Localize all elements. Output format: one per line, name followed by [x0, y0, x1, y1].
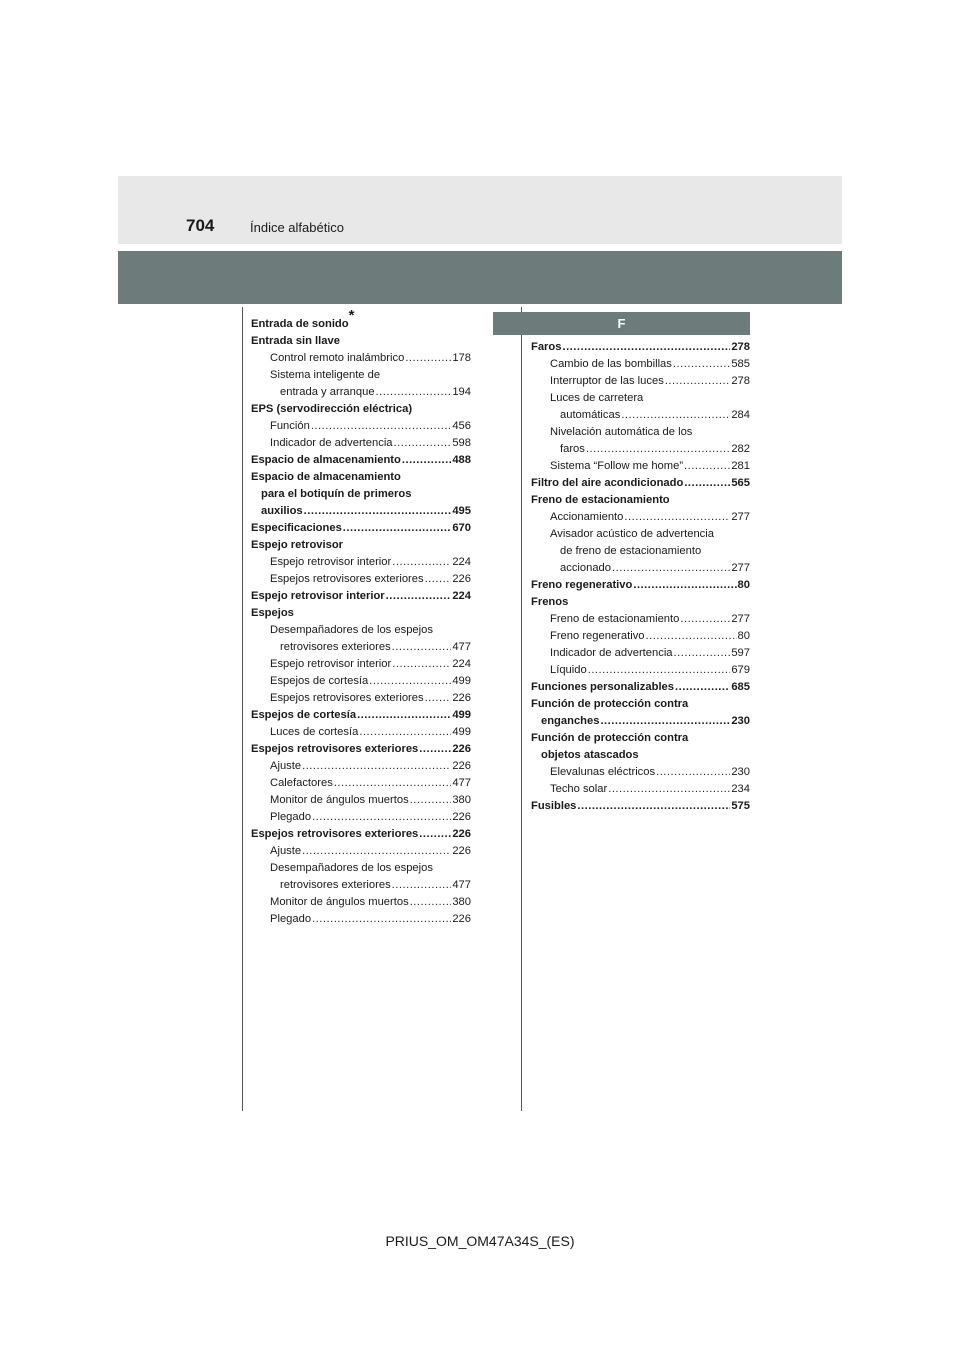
index-entry — [531, 458, 750, 475]
entry-page: 277 — [731, 511, 750, 523]
entry-label: Espejos — [251, 607, 294, 619]
entry-label: para el botiquín de primeros — [261, 488, 412, 500]
entry-label: Espejo retrovisor interior — [270, 658, 392, 670]
entry-page: 226 — [452, 692, 471, 704]
index-entry — [531, 628, 750, 645]
entry-label: Avisador acústico de advertencia — [550, 528, 714, 540]
dot-leader — [410, 792, 452, 809]
entry-label: Espejos retrovisores exteriores — [251, 743, 419, 755]
index-entry — [531, 662, 750, 679]
entry-page: 277 — [731, 562, 750, 574]
dot-leader — [675, 679, 730, 696]
entry-page: 226 — [452, 743, 471, 755]
entry-label: Función — [270, 420, 310, 432]
dot-leader — [343, 520, 452, 537]
entry-label: Espejo retrovisor interior — [251, 590, 385, 602]
entry-page: 226 — [452, 573, 471, 585]
index-entry — [531, 730, 750, 747]
index-entry — [251, 588, 471, 605]
index-column-left — [251, 307, 471, 928]
index-entry — [531, 509, 750, 526]
entry-label: Accionamiento — [550, 511, 624, 523]
entry-page: 585 — [731, 358, 750, 370]
letter-heading: F — [493, 312, 750, 335]
entry-page: 224 — [452, 590, 471, 602]
entry-label: Nivelación automática de los — [550, 426, 693, 438]
dot-leader — [302, 758, 451, 775]
index-entry — [251, 826, 471, 843]
entry-label: Sistema inteligente de — [270, 369, 381, 381]
index-entry — [531, 679, 750, 696]
entry-label: Desempañadores de los espejos — [270, 862, 433, 874]
index-entry — [251, 707, 471, 724]
index-entry — [251, 418, 471, 435]
index-entry — [531, 594, 750, 611]
index-entry — [251, 350, 471, 367]
index-entry — [531, 441, 750, 458]
entry-page: 565 — [731, 477, 750, 489]
dot-leader — [577, 798, 730, 815]
index-entry — [251, 367, 471, 384]
index-entry — [251, 554, 471, 571]
entry-label: Desempañadores de los espejos — [270, 624, 433, 636]
index-entry — [531, 543, 750, 560]
entry-label: Faros — [531, 341, 562, 353]
index-entry — [251, 503, 471, 520]
dot-leader — [425, 571, 452, 588]
entry-label: Control remoto inalámbrico — [270, 352, 405, 364]
dot-leader — [410, 894, 452, 911]
dot-leader — [419, 741, 451, 758]
entry-page: 80 — [737, 579, 750, 591]
entry-label: Freno regenerativo — [531, 579, 633, 591]
entry-label: Frenos — [531, 596, 569, 608]
entry-label: Plegado — [270, 913, 312, 925]
entry-label: EPS (servodirección eléctrica) — [251, 403, 413, 415]
dot-leader — [656, 764, 730, 781]
dot-leader — [621, 407, 730, 424]
entry-label: Espejo retrovisor interior — [270, 556, 392, 568]
entry-label: retrovisores exteriores — [280, 641, 391, 653]
index-entry — [251, 333, 471, 350]
dot-leader — [392, 554, 451, 571]
entry-label: Interruptor de las luces — [550, 375, 664, 387]
entry-page: 224 — [452, 556, 471, 568]
index-entry — [251, 384, 471, 401]
index-entry — [251, 724, 471, 741]
entry-label: Filtro del aire acondicionado — [531, 477, 684, 489]
dot-leader — [588, 662, 731, 679]
entry-label: Especificaciones — [251, 522, 342, 534]
entry-page: 477 — [452, 777, 471, 789]
index-entry — [531, 560, 750, 577]
entry-label: Indicador de advertencia — [550, 647, 673, 659]
entry-page: 499 — [452, 675, 471, 687]
dot-leader — [386, 588, 452, 605]
dot-leader — [402, 452, 451, 469]
dot-leader — [302, 843, 451, 860]
entry-label: Sistema “Follow me home” — [550, 460, 684, 472]
header-band-light — [118, 176, 842, 244]
entry-label: Freno de estacionamiento — [531, 494, 670, 506]
dot-leader — [586, 441, 730, 458]
dot-leader — [633, 577, 736, 594]
dot-leader — [392, 877, 452, 894]
dot-leader — [665, 373, 731, 390]
dot-leader — [673, 356, 730, 373]
entry-label: Espejos retrovisores exteriores — [270, 573, 424, 585]
entry-page: 226 — [452, 760, 471, 772]
index-entry — [531, 696, 750, 713]
entry-page: 598 — [452, 437, 471, 449]
index-entry — [251, 843, 471, 860]
index-entry — [251, 656, 471, 673]
dot-leader — [359, 724, 451, 741]
index-entry — [531, 356, 750, 373]
dot-leader — [684, 475, 730, 492]
entry-label: Freno regenerativo — [550, 630, 645, 642]
entry-label: accionado — [560, 562, 612, 574]
index-entry — [251, 622, 471, 639]
entry-label: Ajuste — [270, 760, 302, 772]
entry-page: 685 — [731, 681, 750, 693]
entry-page: 477 — [452, 879, 471, 891]
footnote-star: * — [348, 307, 355, 325]
index-entry — [251, 537, 471, 554]
entry-page: 224 — [452, 658, 471, 670]
entry-page: 488 — [452, 454, 471, 466]
entry-page: 226 — [452, 828, 471, 840]
entry-page: 230 — [731, 715, 750, 727]
index-entry — [251, 877, 471, 894]
entry-label: de freno de estacionamiento — [560, 545, 702, 557]
entry-label: Espejos de cortesía — [270, 675, 369, 687]
dot-leader — [600, 713, 730, 730]
index-entry — [251, 401, 471, 418]
entry-label: Cambio de las bombillas — [550, 358, 672, 370]
index-entry — [251, 469, 471, 486]
entry-label: Monitor de ángulos muertos — [270, 896, 409, 908]
entry-page: 380 — [452, 794, 471, 806]
index-entry — [531, 781, 750, 798]
entry-page: 226 — [452, 811, 471, 823]
dot-leader — [312, 911, 451, 928]
dot-leader — [608, 781, 730, 798]
entry-page: 226 — [452, 845, 471, 857]
index-entry — [531, 407, 750, 424]
entry-label: Espejos de cortesía — [251, 709, 357, 721]
entry-label: enganches — [541, 715, 600, 727]
entry-page: 281 — [731, 460, 750, 472]
page-number: 704 — [186, 216, 215, 235]
entry-page: 278 — [731, 341, 750, 353]
index-entry — [251, 758, 471, 775]
index-entry — [531, 526, 750, 543]
dot-leader — [311, 418, 452, 435]
dot-leader — [312, 809, 451, 826]
entry-label: automáticas — [560, 409, 621, 421]
entry-page: 679 — [731, 664, 750, 676]
entry-page: 226 — [452, 913, 471, 925]
entry-label: Espacio de almacenamiento — [251, 471, 401, 483]
dot-leader — [304, 503, 452, 520]
dot-leader — [684, 458, 730, 475]
entry-label: Calefactores — [270, 777, 333, 789]
entry-label: Espejo retrovisor — [251, 539, 344, 551]
entry-page: 495 — [452, 505, 471, 517]
index-entry — [531, 492, 750, 509]
entry-label: Monitor de ángulos muertos — [270, 794, 409, 806]
entry-label: objetos atascados — [541, 749, 639, 761]
entry-label: Indicador de advertencia — [270, 437, 393, 449]
dot-leader — [392, 656, 451, 673]
index-entry — [531, 339, 750, 356]
entry-label: faros — [560, 443, 585, 455]
index-entry — [251, 894, 471, 911]
entry-label: Líquido — [550, 664, 587, 676]
entry-page: 80 — [737, 630, 750, 642]
entry-label: Freno de estacionamiento — [550, 613, 680, 625]
entry-label: Función de protección contra — [531, 698, 689, 710]
entry-page: 277 — [731, 613, 750, 625]
index-entry — [251, 520, 471, 537]
entry-label: Elevalunas eléctricos — [550, 766, 656, 778]
index-entry — [531, 475, 750, 492]
entry-page: 194 — [452, 386, 471, 398]
dot-leader — [419, 826, 451, 843]
index-entry — [531, 645, 750, 662]
index-entry — [251, 741, 471, 758]
index-entry — [531, 611, 750, 628]
entry-page: 499 — [452, 726, 471, 738]
entry-label: Entrada sin llave — [251, 335, 340, 347]
document-footer: PRIUS_OM_OM47A34S_(ES) — [385, 1233, 575, 1249]
dot-leader — [369, 673, 451, 690]
entry-label: entrada y arranque — [280, 386, 375, 398]
index-entry — [251, 860, 471, 877]
dot-leader — [674, 645, 731, 662]
index-column-right — [531, 339, 750, 815]
entry-page: 380 — [452, 896, 471, 908]
entry-page: 670 — [452, 522, 471, 534]
entry-page: 499 — [452, 709, 471, 721]
entry-label: Funciones personalizables — [531, 681, 674, 693]
dot-leader — [680, 611, 730, 628]
entry-label: Plegado — [270, 811, 312, 823]
dot-leader — [357, 707, 451, 724]
index-entry — [251, 911, 471, 928]
index-entry — [251, 435, 471, 452]
index-entry — [251, 452, 471, 469]
index-entry — [251, 486, 471, 503]
index-entry — [251, 809, 471, 826]
dot-leader — [392, 639, 452, 656]
index-entry — [531, 764, 750, 781]
entry-label: Ajuste — [270, 845, 302, 857]
entry-page: 575 — [731, 800, 750, 812]
dot-leader — [376, 384, 452, 401]
column-rule-right — [521, 307, 522, 1111]
section-title: Índice alfabético — [250, 220, 344, 235]
entry-label: Fusibles — [531, 800, 577, 812]
index-entry — [531, 424, 750, 441]
dot-leader — [624, 509, 730, 526]
entry-label: Luces de cortesía — [270, 726, 359, 738]
index-entry — [251, 639, 471, 656]
index-entry — [531, 713, 750, 730]
index-entry — [251, 571, 471, 588]
entry-page: 282 — [731, 443, 750, 455]
index-entry — [251, 307, 471, 333]
index-entry — [251, 690, 471, 707]
index-entry — [531, 390, 750, 407]
entry-label: Espejos retrovisores exteriores — [251, 828, 419, 840]
entry-page: 230 — [731, 766, 750, 778]
entry-label: Espacio de almacenamiento — [251, 454, 401, 466]
entry-label: Luces de carretera — [550, 392, 644, 404]
index-entry — [251, 775, 471, 792]
header-band-dark — [118, 251, 842, 304]
entry-label: auxilios — [261, 505, 303, 517]
entry-page: 597 — [731, 647, 750, 659]
entry-label: Espejos retrovisores exteriores — [270, 692, 424, 704]
index-entry — [531, 373, 750, 390]
dot-leader — [334, 775, 452, 792]
entry-page: 178 — [452, 352, 471, 364]
index-entry — [251, 673, 471, 690]
dot-leader — [646, 628, 737, 645]
index-entry — [251, 605, 471, 622]
entry-page: 477 — [452, 641, 471, 653]
dot-leader — [612, 560, 730, 577]
entry-label: Función de protección contra — [531, 732, 689, 744]
dot-leader — [425, 690, 452, 707]
dot-leader — [394, 435, 452, 452]
entry-page: 456 — [452, 420, 471, 432]
entry-label: retrovisores exteriores — [280, 879, 391, 891]
entry-page: 284 — [731, 409, 750, 421]
entry-page: 278 — [731, 375, 750, 387]
dot-leader — [405, 350, 451, 367]
index-entry — [531, 798, 750, 815]
dot-leader — [562, 339, 730, 356]
index-entry — [531, 577, 750, 594]
entry-label: Entrada de sonido — [251, 318, 349, 330]
index-entry — [531, 747, 750, 764]
entry-label: Techo solar — [550, 783, 608, 795]
index-entry — [251, 792, 471, 809]
column-rule-left — [242, 307, 243, 1111]
entry-page: 234 — [731, 783, 750, 795]
